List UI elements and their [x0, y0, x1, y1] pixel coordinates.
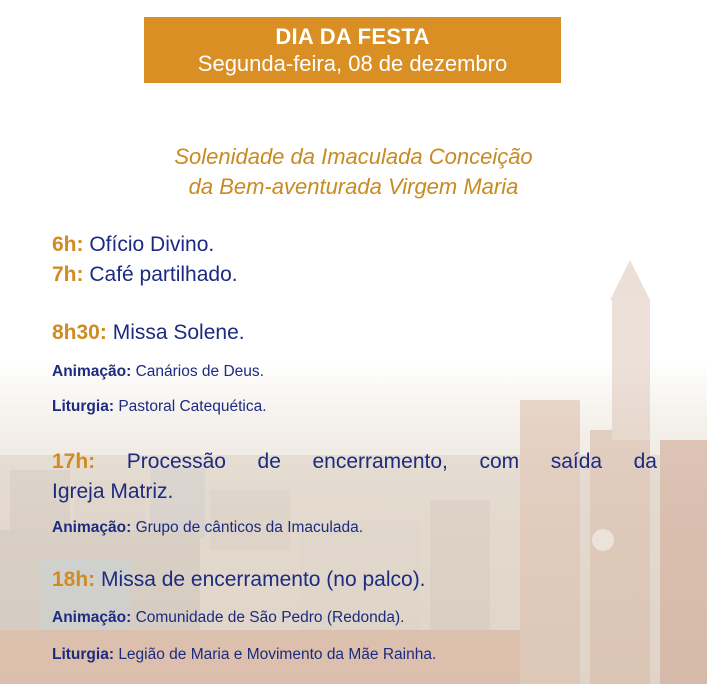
- schedule-detail: [52, 517, 657, 539]
- schedule-item-17h: [52, 448, 657, 476]
- detail-value: Grupo de cânticos da Imaculada.: [135, 519, 364, 536]
- schedule-text: Café partilhado.: [89, 263, 238, 286]
- schedule-text: Missa Solene.: [112, 321, 245, 344]
- schedule-item-6h: [52, 231, 657, 259]
- header-title: DIA DA FESTA: [275, 24, 430, 49]
- schedule-item-8h30: [52, 319, 657, 347]
- schedule-detail: [52, 396, 657, 418]
- schedule-time: 18h:: [52, 568, 96, 591]
- schedule-text-line-2: Igreja Matriz.: [52, 480, 174, 503]
- schedule-detail: [52, 607, 657, 629]
- header-date: Segunda-feira, 08 de dezembro: [197, 51, 508, 76]
- schedule-text: Ofício Divino.: [89, 233, 215, 256]
- header-banner: [144, 17, 561, 83]
- schedule-text-line-1: Processão de encerramento, com saída da: [126, 450, 657, 473]
- schedule-detail: [52, 644, 657, 666]
- detail-value: Pastoral Catequética.: [118, 398, 267, 415]
- schedule-time: 7h:: [52, 263, 84, 286]
- detail-label: Liturgia:: [52, 398, 114, 415]
- detail-value: Legião de Maria e Movimento da Mãe Rainha.: [118, 646, 437, 663]
- schedule-time: 17h:: [52, 450, 96, 473]
- schedule-time: 6h:: [52, 233, 84, 256]
- detail-label: Animação:: [52, 609, 132, 626]
- schedule-text: Missa de encerramento (no palco).: [101, 568, 426, 591]
- detail-label: Animação:: [52, 363, 132, 380]
- detail-value: Canários de Deus.: [135, 363, 264, 380]
- solemnity-title-line-1: Solenidade da Imaculada Conceição: [174, 144, 533, 169]
- solemnity-title-line-2: da Bem-aventurada Virgem Maria: [188, 174, 519, 199]
- schedule-detail: [52, 361, 657, 383]
- schedule-item-18h: [52, 566, 657, 594]
- schedule-time: 8h30:: [52, 321, 107, 344]
- detail-label: Liturgia:: [52, 646, 114, 663]
- schedule-item-7h: [52, 261, 657, 289]
- detail-label: Animação:: [52, 519, 132, 536]
- detail-value: Comunidade de São Pedro (Redonda).: [135, 609, 405, 626]
